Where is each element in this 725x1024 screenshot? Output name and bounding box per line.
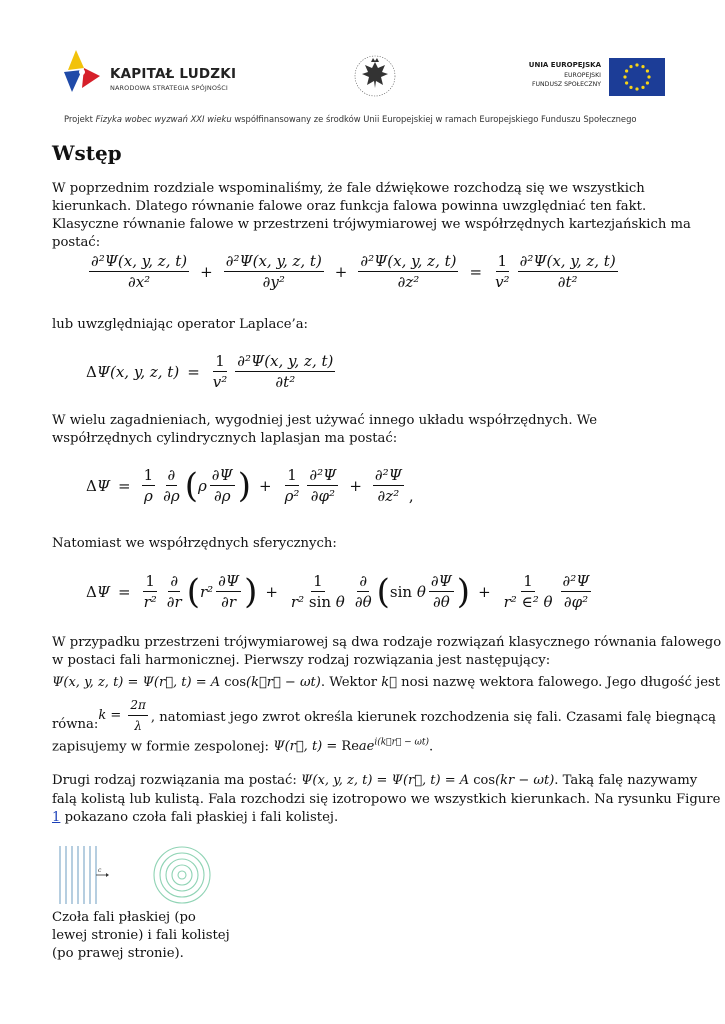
text-drugi-rodzaj: Drugi rodzaj rozwiązania ma postać: <box>52 773 302 788</box>
paragraph-figure-ref-line <box>52 809 338 827</box>
eu-flag-icon <box>609 58 665 96</box>
math-k-formula: k = $\frac{2\pi}{\lambda}$ <box>98 698 146 733</box>
equation-cartesian-wave: $\frac{\text{∂²Ψ(x, y, z, t)}}{\text{∂x²}}$ + $\frac{\text{∂²Ψ(x, y, z, t)}}{\text{∂y²}}$ + $\frac{\text{∂²Ψ(x, y, z, t)}}{\text{∂z²}}$ = $\frac{1}{\text{v²}}$ $\frac{\text{∂²Ψ(x, y, z, t)}}{\text{∂t²}}$ <box>91 252 616 291</box>
paragraph-cylindrical: W wielu zagadnieniach, wygodniej jest używać innego układu współrzędnych. We współrzędnych cylindrycznych laplasjan ma postać: <box>52 413 598 446</box>
wavefront-figure <box>52 842 212 908</box>
university-eagle-seal-icon <box>352 52 398 100</box>
paragraph-complex-form-line <box>52 734 433 756</box>
text-wektor-rest: nosi nazwę wektora falowego. Jego długość jest <box>396 675 721 690</box>
equation-cylindrical-laplacian: ΔΨ = $\frac{1}{\rho}$ $\frac{\partial}{\partial\rho}$ ( ρ $\frac{\partial\Psi}{\partial\rho}$ ) + $\frac{1}{\text{ρ²}}$ $\frac{\text{∂²Ψ}}{\text{∂φ²}}$ + $\frac{\text{∂²Ψ}}{\text{∂z²}}$ , <box>86 465 414 506</box>
paragraph-spherical: Natomiast we współrzędnych sferycznych: <box>52 536 337 551</box>
math-complex-wave: Ψ(r⃗, t) = Reae$^{i(k⃗r⃗ - \omega t)}$ <box>273 738 430 755</box>
paragraph-isotropic-line: falą kolistą lub kulistą. Fala rozchodzi się izotropowo we wszystkich kierunkach. Na rysunku Figure <box>52 792 721 807</box>
caption-line-3: (po prawej stronie). <box>52 946 184 961</box>
paragraph-harmonic-line-1: W przypadku przestrzeni trójwymiarowej są dwa rodzaje rozwiązań klasycznego równania falowego <box>52 635 722 650</box>
math-spherical-wave: Ψ(x, y, z, t) = Ψ(r⃗, t) = A cos(kr − ωt) <box>301 773 555 788</box>
eu-line-2: EUROPEJSKI <box>564 72 601 79</box>
kapital-ludzki-logo <box>62 48 242 98</box>
caption-line-2: lewej stronie) i fali kolistej <box>52 928 230 943</box>
project-funding-line <box>64 114 637 124</box>
math-k-vector: k⃗ <box>381 675 397 690</box>
paragraph-intro: W poprzednim rozdziale wspominaliśmy, że fale dźwiękowe rozchodzą się we wszystkich kierunkach. Dlatego równanie falowe oraz funkcja falowa powinna uwzględniać ten fakt. Klasyczne równanie falowe w przestrzeni trójwymiarowej we współrzędnych kartezjańskich ma postać: <box>52 181 691 250</box>
kapital-ludzki-title: KAPITAŁ LUDZKI <box>110 66 237 82</box>
circular-wave-fronts <box>154 847 210 903</box>
project-suffix: współfinansowany ze środków Unii Europejskiej w ramach Europejskiego Funduszu Społecznego <box>231 114 637 124</box>
project-prefix: Projekt <box>64 114 96 124</box>
kapital-ludzki-subtitle: NARODOWA STRATEGIA SPÓJNOŚCI <box>110 84 228 92</box>
figure-caption <box>52 909 252 963</box>
eu-line-3: FUNDUSZ SPOŁECZNY <box>531 81 601 88</box>
section-title: Wstęp <box>52 141 122 165</box>
propagation-arrow-label: c <box>98 867 102 874</box>
kapital-ludzki-emblem-icon <box>62 48 104 96</box>
math-plane-wave: Ψ(x, y, z, t) = Ψ(r⃗, t) = A cos(k⃗r⃗ − ωt) <box>52 675 321 690</box>
paragraph-spherical-wave-line <box>52 772 697 790</box>
text-figure-desc: pokazano czoła fali płaskiej i fali kolistej. <box>60 810 339 825</box>
paragraph-laplace: lub uwzględniając operator Laplace’a: <box>52 317 308 332</box>
paragraph-k-length-line <box>52 696 716 735</box>
equation-spherical-laplacian: ΔΨ = $\frac{1}{\text{r²}}$ $\frac{\partial}{\partial r}$ ( r² $\frac{\partial\Psi}{\partial r}$ ) + $\frac{1}{\text{r² sin θ}}$ $\frac{\partial}{\partial\theta}$ ( sin θ $\frac{\partial\Psi}{\partial\theta}$ ) + $\frac{1}{\text{r² ∈² θ}}$ $\frac{\text{∂²Ψ}}{\text{∂φ²}}$ <box>86 571 590 612</box>
wavefront-diagram <box>52 842 212 908</box>
university-seal <box>352 52 398 100</box>
text-wektor: . Wektor <box>320 675 382 690</box>
figure-1-link[interactable]: 1 <box>52 810 61 825</box>
caption-line-1: Czoła fali płaskiej (po <box>52 910 196 925</box>
text-zwrot: , natomiast jego zwrot określa kierunek rozchodzenia się fali. Czasami falę biegnącą <box>150 709 716 725</box>
text-zespol: zapisujemy w formie zespolonej: <box>52 739 274 755</box>
plane-wave-fronts <box>60 846 96 904</box>
project-title: Fizyka wobec wyzwań XXI wieku <box>95 114 232 124</box>
equation-laplace-form: ΔΨ(x, y, z, t) = $\frac{1}{\text{v²}}$ $\frac{\text{∂²Ψ(x, y, z, t)}}{\text{∂t²}}$ <box>86 352 334 391</box>
text-nazywamy: . Taką falę nazywamy <box>554 773 698 788</box>
paragraph-harmonic-line-2: w postaci fali harmonicznej. Pierwszy rodzaj rozwiązania jest następujący: <box>52 653 551 668</box>
eu-logo <box>505 58 665 98</box>
text-period: . <box>429 739 434 755</box>
paragraph-plane-wave-line <box>52 674 720 692</box>
eu-line-1: UNIA EUROPEJSKA <box>528 61 601 69</box>
text-rowna: równa: <box>52 716 99 732</box>
